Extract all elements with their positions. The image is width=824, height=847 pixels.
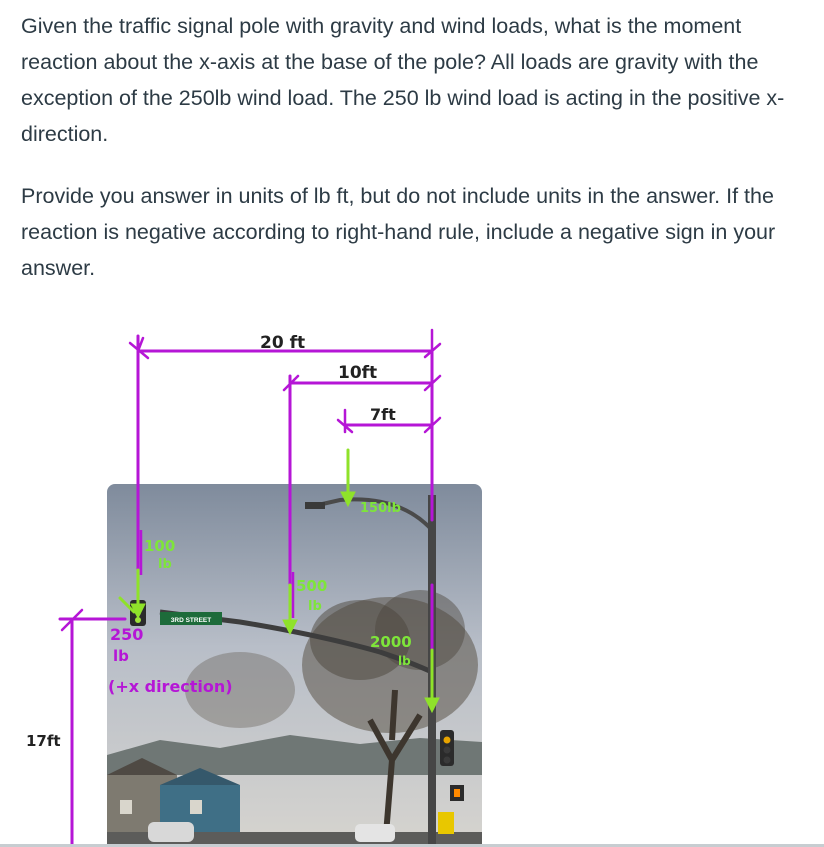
car-right bbox=[355, 824, 395, 842]
traffic-pole-figure bbox=[0, 320, 824, 847]
question-paragraph-2: Provide you answer in units of lb ft, but do not include units in the answer. If the reaction is negative according to right-hand rule, include a negative sign in your answer. bbox=[21, 184, 776, 280]
label-17ft: 17ft bbox=[26, 732, 61, 750]
label-10ft: 10ft bbox=[338, 363, 378, 383]
label-20ft: 20 ft bbox=[260, 333, 306, 353]
label-2000lb-value: 2000 bbox=[370, 633, 412, 651]
label-250lb-value: 250 bbox=[110, 625, 144, 644]
label-100lb-value: 100 bbox=[144, 537, 176, 555]
label-250lb-unit: lb bbox=[113, 647, 129, 665]
question-text bbox=[21, 8, 811, 312]
dim-7ft-tick-left bbox=[338, 410, 352, 432]
label-2000lb-unit: lb bbox=[398, 654, 411, 668]
question-paragraph-1: Given the traffic signal pole with gravity and wind loads, what is the moment reaction about the x-axis at the base of the pole? All loads are gravity with the exception of the 250lb wind load. The 250 lb wind load is acting in the positive x-direction. bbox=[21, 14, 785, 146]
label-150lb: 150lb bbox=[360, 501, 401, 516]
street-sign-text: 3RD STREET bbox=[170, 617, 212, 624]
label-7ft: 7ft bbox=[370, 405, 396, 424]
label-250lb-direction: (+x direction) bbox=[108, 677, 233, 696]
label-100lb-unit: lb bbox=[158, 557, 172, 572]
label-500lb-value: 500 bbox=[296, 577, 328, 595]
streetlight-head bbox=[305, 502, 325, 509]
car-left bbox=[148, 822, 194, 842]
warning-sign bbox=[438, 812, 454, 834]
label-500lb-unit: lb bbox=[308, 599, 322, 614]
